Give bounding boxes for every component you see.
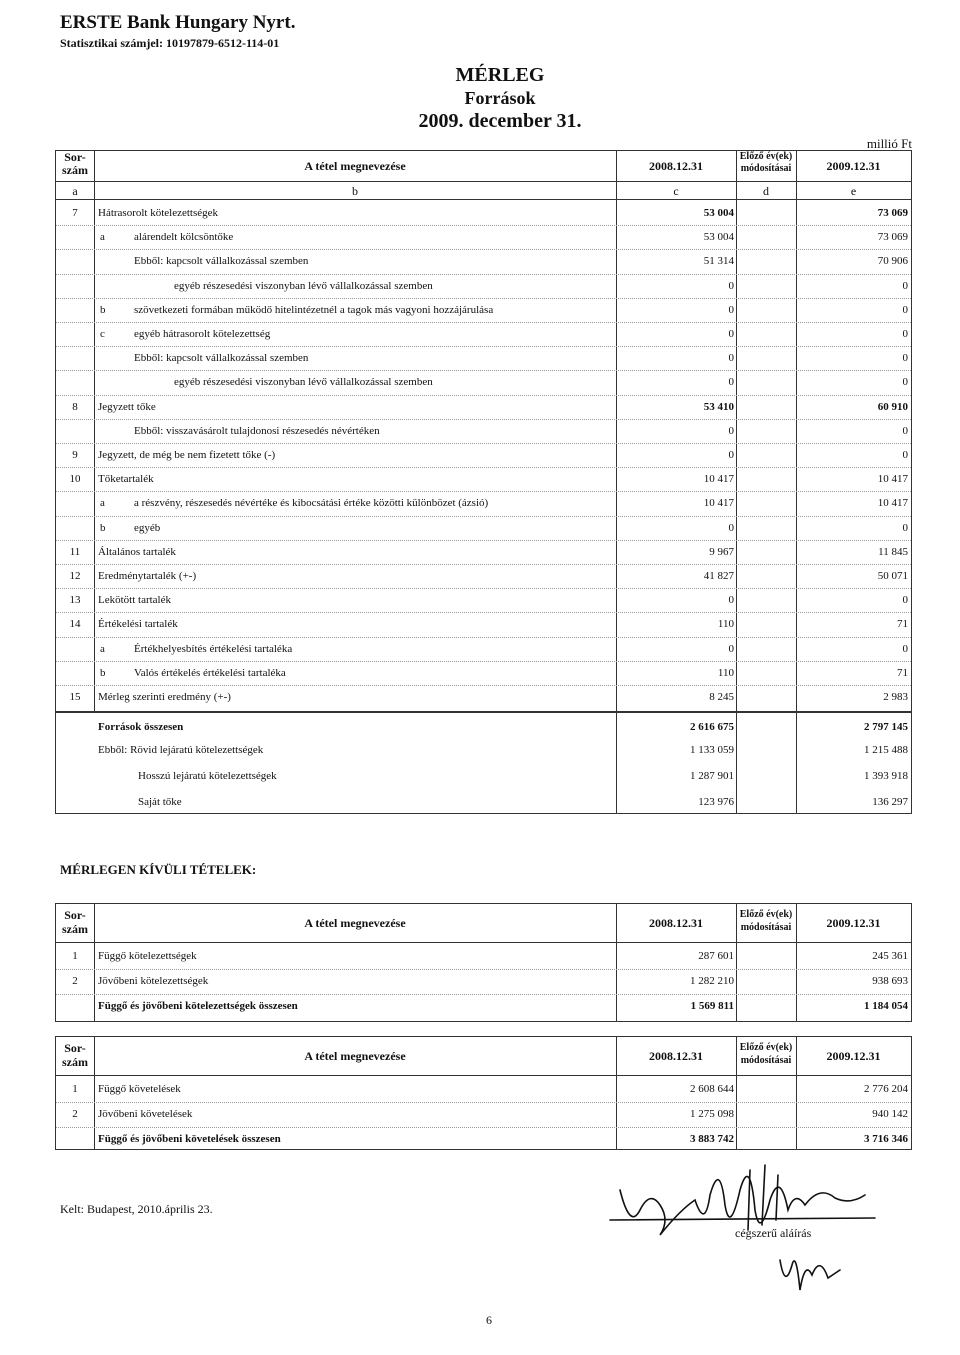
row-label: egyéb részesedési viszonyban lévő vállalkozással szemben bbox=[174, 376, 433, 389]
row-sublabel: c bbox=[100, 328, 105, 340]
off-balance-receivables-table bbox=[55, 1036, 912, 1150]
summary-value-2009: 2 797 145 bbox=[864, 721, 908, 733]
row-label: Valós értékelés értékelési tartaléka bbox=[134, 666, 286, 679]
summary-row bbox=[56, 716, 911, 738]
off-balance-row bbox=[56, 1127, 911, 1151]
summary-row bbox=[56, 765, 911, 787]
ob2-header-mod: Előző év(ek) módosításai bbox=[739, 1042, 793, 1066]
table-row bbox=[56, 249, 911, 273]
row-number: 7 bbox=[72, 207, 78, 219]
row-value-2009: 3 716 346 bbox=[864, 1133, 908, 1145]
ob1-header-name: A tétel megnevezése bbox=[304, 916, 406, 930]
ob1-header-num: Sor- szám bbox=[62, 908, 88, 936]
row-number: 8 bbox=[72, 400, 78, 413]
row-label: Jövőbeni kötelezettségek bbox=[98, 975, 209, 987]
summary-value-2008: 123 976 bbox=[698, 796, 734, 808]
row-value-2008: 287 601 bbox=[698, 950, 734, 962]
row-label: Hátrasorolt kötelezettségek bbox=[98, 207, 219, 219]
table-row bbox=[56, 467, 911, 491]
col-letter-num: a bbox=[72, 184, 78, 198]
row-value-2008: 0 bbox=[728, 594, 734, 607]
table-row bbox=[56, 612, 911, 636]
col-header-num: Sor- szám bbox=[62, 150, 88, 177]
balance-table bbox=[55, 150, 912, 712]
row-value-2009: 11 845 bbox=[878, 545, 908, 558]
row-value-2008: 1 275 098 bbox=[690, 1108, 734, 1120]
page-title: MÉRLEG bbox=[455, 64, 545, 86]
row-label: Tőketartalék bbox=[98, 473, 154, 486]
summary-table bbox=[55, 712, 912, 814]
row-sublabel: b bbox=[100, 303, 106, 316]
ob2-header-curr: 2009.12.31 bbox=[826, 1049, 881, 1063]
row-sublabel: a bbox=[100, 497, 105, 510]
row-value-2008: 2 608 644 bbox=[690, 1083, 734, 1095]
table-row bbox=[56, 516, 911, 540]
summary-value-2008: 1 133 059 bbox=[690, 744, 734, 756]
row-value-2008: 0 bbox=[728, 279, 734, 292]
ob1-header-prev: 2008.12.31 bbox=[649, 916, 703, 930]
row-value-2009: 1 184 054 bbox=[864, 1000, 908, 1012]
row-sublabel: a bbox=[100, 231, 105, 244]
row-value-2008: 10 417 bbox=[703, 497, 734, 510]
table-row bbox=[56, 685, 911, 709]
row-value-2008: 0 bbox=[728, 303, 734, 316]
row-value-2009: 0 bbox=[902, 449, 908, 461]
row-value-2009: 0 bbox=[902, 352, 908, 365]
table-row bbox=[56, 540, 911, 564]
row-value-2008: 0 bbox=[728, 449, 734, 461]
company-name: ERSTE Bank Hungary Nyrt. bbox=[60, 12, 296, 33]
row-label: Értékhelyesbítés értékelési tartaléka bbox=[134, 642, 293, 655]
report-date: 2009. december 31. bbox=[418, 110, 582, 132]
row-value-2008: 0 bbox=[728, 642, 734, 655]
row-value-2008: 0 bbox=[728, 376, 734, 389]
row-label: Mérleg szerinti eredmény (+-) bbox=[98, 691, 231, 703]
row-value-2008: 110 bbox=[717, 666, 734, 679]
signature-label: cégszerű aláírás bbox=[735, 1226, 812, 1240]
row-label: szövetkezeti formában működő hitelintézetnél a tagok más vagyoni hozzájárulása bbox=[134, 303, 494, 316]
table-row bbox=[56, 661, 911, 685]
row-label: Ebből: kapcsolt vállalkozással szemben bbox=[134, 352, 309, 365]
row-value-2008: 110 bbox=[717, 618, 734, 631]
summary-value-2009: 1 393 918 bbox=[864, 770, 908, 782]
summary-label: Források összesen bbox=[98, 721, 184, 733]
table-row bbox=[56, 370, 911, 394]
col-letter-curr: e bbox=[850, 184, 857, 198]
row-value-2009: 938 693 bbox=[872, 975, 908, 987]
row-number: 11 bbox=[69, 545, 81, 558]
ob2-header-num: Sor- szám bbox=[62, 1041, 88, 1069]
off-balance-row bbox=[56, 944, 911, 968]
table-row bbox=[56, 225, 911, 249]
table-row bbox=[56, 419, 911, 443]
row-value-2009: 71 bbox=[897, 618, 908, 631]
row-value-2009: 60 910 bbox=[877, 400, 908, 413]
row-value-2008: 3 883 742 bbox=[690, 1133, 734, 1145]
row-value-2009: 50 071 bbox=[877, 570, 908, 582]
row-number: 12 bbox=[69, 570, 81, 582]
row-value-2008: 53 004 bbox=[703, 231, 734, 244]
row-number: 1 bbox=[72, 950, 78, 962]
off-balance-row bbox=[56, 994, 911, 1018]
row-value-2008: 41 827 bbox=[703, 570, 734, 582]
row-number: 2 bbox=[72, 975, 78, 987]
row-label: Függő és jövőbeni követelések összesen bbox=[98, 1133, 281, 1145]
col-letter-prev: c bbox=[673, 184, 679, 198]
row-label: Értékelési tartalék bbox=[98, 618, 178, 631]
table-row bbox=[56, 637, 911, 661]
off-balance-row bbox=[56, 1102, 911, 1126]
row-value-2008: 51 314 bbox=[703, 255, 734, 268]
row-sublabel: a bbox=[100, 642, 105, 655]
row-number: 9 bbox=[72, 449, 78, 461]
row-value-2009: 0 bbox=[902, 376, 908, 389]
table-row bbox=[56, 274, 911, 298]
summary-value-2009: 136 297 bbox=[872, 796, 908, 808]
row-value-2009: 0 bbox=[902, 279, 908, 292]
table-row bbox=[56, 564, 911, 588]
row-label: Függő és jövőbeni kötelezettségek összesen bbox=[98, 1000, 298, 1012]
row-sublabel: b bbox=[100, 521, 106, 534]
row-label: Jegyzett, de még be nem fizetett tőke (-) bbox=[98, 449, 276, 461]
row-value-2009: 10 417 bbox=[877, 497, 908, 510]
row-label: egyéb bbox=[134, 521, 161, 534]
row-value-2009: 71 bbox=[897, 666, 908, 679]
row-value-2008: 0 bbox=[728, 424, 734, 437]
ob2-header-prev: 2008.12.31 bbox=[649, 1049, 703, 1063]
row-value-2009: 73 069 bbox=[877, 231, 908, 244]
row-value-2009: 73 069 bbox=[877, 207, 908, 219]
ob1-header-curr: 2009.12.31 bbox=[826, 916, 881, 930]
off-balance-row bbox=[56, 969, 911, 993]
table-row bbox=[56, 298, 911, 322]
row-label: Lekötött tartalék bbox=[98, 594, 171, 607]
row-sublabel: b bbox=[100, 666, 106, 679]
col-letter-name: b bbox=[352, 184, 358, 198]
row-number: 10 bbox=[69, 473, 81, 486]
table-row bbox=[56, 443, 911, 467]
col-header-name: A tétel megnevezése bbox=[304, 159, 406, 173]
table-row bbox=[56, 395, 911, 419]
row-label: alárendelt kölcsöntőke bbox=[134, 231, 234, 244]
row-value-2008: 53 004 bbox=[703, 207, 734, 219]
row-value-2008: 8 245 bbox=[709, 691, 734, 703]
summary-label: Hosszú lejáratú kötelezettségek bbox=[138, 770, 277, 782]
row-label: Függő kötelezettségek bbox=[98, 950, 197, 962]
row-value-2009: 0 bbox=[902, 521, 908, 534]
row-value-2008: 1 282 210 bbox=[690, 975, 734, 987]
ob2-header-name: A tétel megnevezése bbox=[304, 1049, 406, 1063]
table-row bbox=[56, 491, 911, 515]
summary-label: Ebből: Rövid lejáratú kötelezettségek bbox=[98, 744, 264, 756]
row-number: 15 bbox=[69, 691, 81, 703]
row-value-2009: 0 bbox=[902, 424, 908, 437]
row-label: Eredménytartalék (+-) bbox=[98, 570, 197, 582]
row-value-2008: 9 967 bbox=[709, 545, 734, 558]
row-value-2009: 0 bbox=[902, 594, 908, 607]
row-value-2008: 1 569 811 bbox=[690, 1000, 734, 1012]
row-value-2008: 0 bbox=[728, 521, 734, 534]
col-header-curr: 2009.12.31 bbox=[826, 159, 881, 173]
row-value-2008: 0 bbox=[728, 352, 734, 365]
row-value-2009: 0 bbox=[902, 642, 908, 655]
row-value-2009: 2 983 bbox=[883, 691, 908, 703]
off-balance-liabilities-table bbox=[55, 903, 912, 1022]
page-subtitle: Források bbox=[464, 88, 536, 108]
row-label: Általános tartalék bbox=[98, 545, 176, 558]
row-value-2008: 10 417 bbox=[703, 473, 734, 486]
row-number: 13 bbox=[69, 594, 81, 607]
unit-label: millió Ft bbox=[866, 136, 912, 151]
col-letter-mod: d bbox=[763, 184, 769, 198]
summary-row bbox=[56, 791, 911, 813]
summary-row bbox=[56, 739, 911, 761]
ob1-header-mod: Előző év(ek) módosításai bbox=[739, 909, 793, 933]
table-row bbox=[56, 201, 911, 225]
table-row bbox=[56, 346, 911, 370]
summary-value-2009: 1 215 488 bbox=[864, 744, 908, 756]
row-value-2008: 0 bbox=[728, 328, 734, 340]
table-row bbox=[56, 588, 911, 612]
off-balance-row bbox=[56, 1077, 911, 1101]
summary-value-2008: 2 616 675 bbox=[690, 721, 734, 733]
stat-number: Statisztikai számjel: 10197879-6512-114-01 bbox=[60, 36, 280, 50]
col-header-mod: Előző év(ek) módosításai bbox=[739, 151, 793, 174]
row-value-2009: 0 bbox=[902, 328, 908, 340]
off-balance-title: MÉRLEGEN KÍVÜLI TÉTELEK: bbox=[60, 862, 257, 877]
table-row bbox=[56, 322, 911, 346]
row-value-2008: 53 410 bbox=[703, 400, 734, 413]
row-label: Ebből: kapcsolt vállalkozással szemben bbox=[134, 255, 309, 268]
row-label: a részvény, részesedés névértéke és kibocsátási értéke közötti különbözet (ázsió) bbox=[134, 497, 489, 510]
summary-label: Saját tőke bbox=[138, 796, 182, 808]
row-label: Ebből: visszavásárolt tulajdonosi részesedés névértéken bbox=[134, 424, 380, 437]
summary-value-2008: 1 287 901 bbox=[690, 770, 734, 782]
row-label: Függő követelések bbox=[98, 1083, 181, 1095]
row-value-2009: 245 361 bbox=[872, 950, 908, 962]
row-value-2009: 2 776 204 bbox=[864, 1083, 908, 1095]
row-value-2009: 0 bbox=[902, 303, 908, 316]
row-label: egyéb hátrasorolt kötelezettség bbox=[134, 328, 271, 340]
col-header-prev: 2008.12.31 bbox=[649, 159, 703, 173]
row-label: Jövőbeni követelések bbox=[98, 1108, 193, 1120]
row-label: Jegyzett tőke bbox=[98, 400, 156, 413]
page-number: 6 bbox=[486, 1313, 492, 1327]
row-value-2009: 70 906 bbox=[877, 255, 908, 268]
row-value-2009: 940 142 bbox=[872, 1108, 908, 1120]
row-label: egyéb részesedési viszonyban lévő vállalkozással szemben bbox=[174, 279, 433, 292]
row-number: 14 bbox=[69, 618, 81, 631]
row-number: 2 bbox=[72, 1108, 78, 1120]
row-number: 1 bbox=[72, 1083, 78, 1095]
footer-date-place: Kelt: Budapest, 2010.április 23. bbox=[60, 1202, 213, 1216]
row-value-2009: 10 417 bbox=[877, 473, 908, 486]
